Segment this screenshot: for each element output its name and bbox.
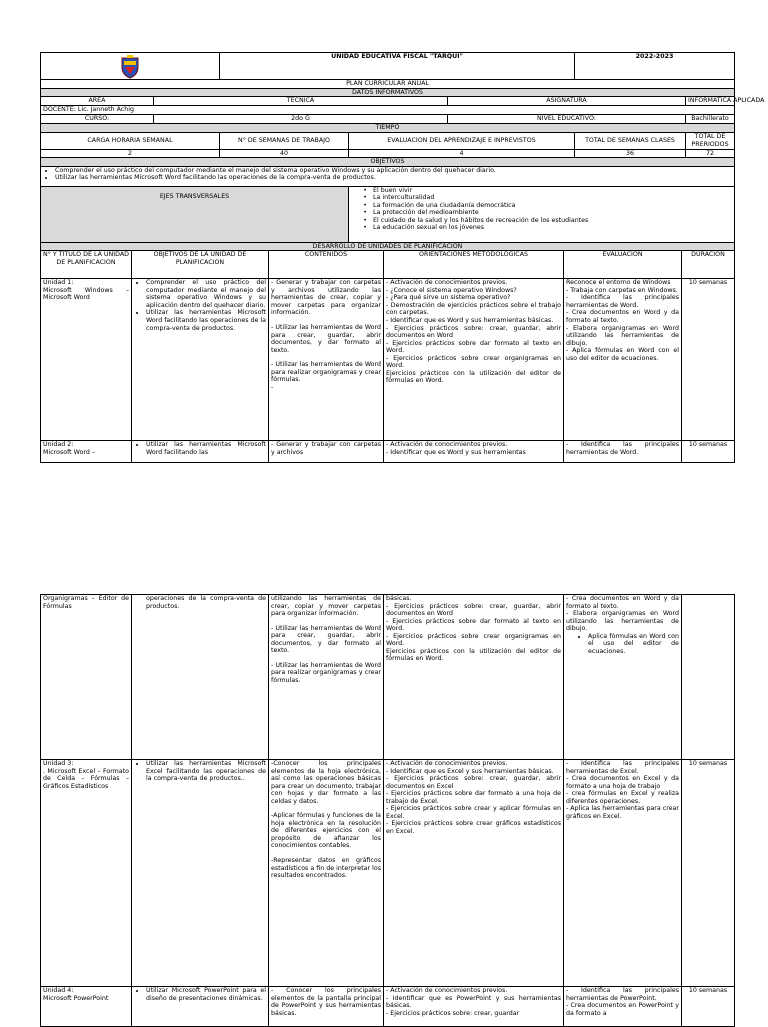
- ejes-list: [351, 187, 732, 232]
- unit4-contents: - Conocer los principales elementos de la pantalla principal de PowerPoint y sus herramientas básicas.: [269, 987, 384, 1027]
- unit1-methods: - Activación de conocimientos previos. - ¿Conoce el sistema operativo Windows? - ¿Para qué sirve un sistema operativo? - Demostración de ejercicios prácticos sobre el trabajo con carpetas. - Identificar que es Word y sus herramientas básicas. - Ejercicios prácticos sobre: crear, guardar, abrir documentos en Word - Ejercicios prácticos sobre dar formato al texto en Word. - Ejercicios prácticos sobre crear organigramas en Word. Ejercicios prácticos con la utilización del editor de fórmulas en Word.: [384, 279, 564, 441]
- unit1-objectives-cell: [132, 279, 269, 441]
- area-label: AREA: [41, 97, 154, 106]
- objetivos-list-cell: [41, 166, 735, 186]
- asignatura-value: INFORMÁTICA APLICADA: [686, 97, 735, 106]
- unit2-methods-part1: - Activación de conocimientos previos. - Identificar que es Word y sus herramientas: [384, 441, 564, 463]
- unit4-methods: - Activación de conocimientos previos. - Identificar que es PowerPoint y sus herramientas básicas. - Ejercicios prácticos sobre: crear, guardar: [384, 987, 564, 1027]
- desarrollo-heading: DESARROLLO DE UNIDADES DE PLANIFICACION: [41, 242, 735, 251]
- unit2-objective-part2: operaciones de la compra-venta de productos.: [132, 595, 269, 760]
- content-paragraph: - Utilizar las herramientas de Word para crear, guardar, abrir documentos, y dar formato al texto.: [271, 324, 381, 354]
- unit3-title: Unidad 3: . Microsoft Excel – Formato de Celda – Fórmulas – Gráficos Estadísticos: [41, 760, 132, 987]
- unit4-title: Unidad 4: Microsoft PowerPoint: [41, 987, 132, 1027]
- docente: DOCENTE: Lic. Janneth Achig: [41, 106, 735, 115]
- unit2-contents-cell: [269, 595, 384, 760]
- asignatura-label: ASIGNATURA: [448, 97, 686, 106]
- units-header: N° Y TITULO DE LA UNIDAD DE PLANIFICACION: [41, 251, 132, 279]
- unit2-methods-part2: básicas. - Ejercicios prácticos sobre: crear, guardar, abrir documentos en Word - Ejercicios prácticos sobre dar formato al texto en Word. - Ejercicios prácticos sobre crear organigramas en Word. Ejercicios prácticos con la utilización del editor de fórmulas en Word.: [384, 595, 564, 760]
- list-item: • Utilizar las herramientas Microsoft Word facilitando las operaciones de la compra-venta de productos.: [146, 309, 266, 332]
- unit2-objective-cell: [132, 441, 269, 463]
- tiempo-header: CARGA HORARIA SEMANAL: [41, 132, 220, 149]
- tiempo-value: 72: [686, 149, 735, 158]
- unit4-evaluation: - Identifica las principales herramientas de PowerPoint. - Crea documentos en PowerPoint y da formato a: [564, 987, 682, 1027]
- page-2: [40, 594, 734, 1027]
- datos-informativos-heading: DATOS INFORMATIVOS: [41, 88, 735, 97]
- list-item: • Aplica fórmulas en Word con el uso del editor de ecuaciones.: [588, 633, 679, 656]
- nivel-value: Bachillerato: [686, 115, 735, 124]
- list-item: • Comprender el uso práctico del computador mediante el manejo del sistema operativo Windows y su aplicación dentro del quehacer diario.: [146, 279, 266, 309]
- unit3-contents-cell: [269, 760, 384, 987]
- unit3-duration: 10 semanas: [682, 760, 735, 987]
- units-header: EVALUACION: [564, 251, 682, 279]
- unit1-title: Unidad 1: Microsoft Windows – Microsoft Word: [41, 279, 132, 441]
- unit2-contents-part1: - Generar y trabajar con carpetas y archivos: [269, 441, 384, 463]
- objetivos-list: [43, 167, 732, 182]
- school-year: 2022-2023: [575, 53, 735, 80]
- ejes-label: EJES TRANSVERSALES: [41, 186, 349, 242]
- tiempo-header: TOTAL DE SEMANAS CLASES: [575, 132, 686, 149]
- unit2-evaluation-cell: [564, 595, 682, 760]
- list-item: • La interculturalidad: [363, 194, 435, 202]
- ejes-list-cell: [349, 186, 735, 242]
- list-item: • Utilizar Microsoft PowerPoint para el diseño de presentaciones dinámicas.: [146, 987, 266, 1002]
- units-header: OBJETIVOS DE LA UNIDAD DE PLANIFICACION: [132, 251, 269, 279]
- empty-cell: [682, 595, 735, 760]
- list-item: • El buen vivir: [363, 186, 413, 194]
- content-paragraph: - Utilizar las herramientas de Word para realizar organigramas y crear fórmulas.: [271, 661, 381, 684]
- plan-title: PLAN CURRICULAR ANUAL: [41, 80, 735, 89]
- content-paragraph: - Generar y trabajar con carpetas y archivos utilizando las herramientas de crear, copiar y mover carpetas para organizar información.: [271, 279, 381, 317]
- list-item: • Utilizar las herramientas Microsoft Excel facilitando las operaciones de la compra-venta de productos..: [146, 760, 266, 783]
- school-name: UNIDAD EDUCATIVA FISCAL "TARQUI": [220, 53, 575, 80]
- tiempo-heading: TIEMPO: [41, 124, 735, 133]
- content-paragraph: -Representar datos en gráficos estadísticos a fin de interpretar los resultados encontrados.: [271, 857, 381, 880]
- unit3-objective-cell: [132, 760, 269, 987]
- plan-table-page-1: [40, 52, 765, 251]
- unit1-contents-cell: [269, 279, 384, 441]
- list-item: • La educación sexual en los jóvenes: [363, 224, 485, 232]
- list-item: • Utilizar las herramientas Microsoft Word facilitando las: [146, 441, 266, 456]
- tiempo-value: 36: [575, 149, 686, 158]
- unit1-evaluation: Reconoce el entorno de Windows - Trabaja con carpetas en Windows. - Identifica las principales herramientas de Word. - Crea documentos en Word y da formato al texto. - Elabora organigramas en Word utilizando las herramientas de dibujo. - Aplica fórmulas en Word con el uso del editor de ecuaciones.: [564, 279, 682, 441]
- content-paragraph: utilizando las herramientas de crear, copiar y mover carpetas para organizar información.: [271, 595, 381, 618]
- unit4-objective-cell: [132, 987, 269, 1027]
- units-header: CONTENIDOS: [269, 251, 384, 279]
- list-item: • El cuidado de la salud y los hábitos de recreación de los estudiantes: [363, 216, 589, 224]
- unit3-evaluation: - Identifica las principales herramientas de Excel. - Crea documentos en Excel y da formato a una hoja de trabajo - crea fórmulas en Excel y realiza diferentes operaciones. - Aplica las herramientas para crear gráficos en Excel.: [564, 760, 682, 987]
- units-header: ORIENTACIONES METODOLOGICAS: [384, 251, 564, 279]
- unit2-title-part1: Unidad 2: Microsoft Word –: [41, 441, 132, 463]
- objetivos-heading: OBJETIVOS: [41, 158, 735, 167]
- school-shield-icon: [120, 55, 140, 79]
- tiempo-header: TOTAL DE PRERIODOS: [686, 132, 735, 149]
- logo-cell: [41, 53, 220, 80]
- list-item: • Comprender el uso práctico del computador mediante el manejo del sistema operativo Windows y su aplicación dentro del quehacer diario.: [55, 167, 732, 175]
- unit3-methods: - Activación de conocimientos previos. - Identificar que es Excel y sus herramientas básicas. - Ejercicios prácticos sobre: crear, guardar, abrir documentos en Excel - Ejercicios prácticos sobre dar formato a una hoja de trabajo de Excel. - Ejercicios prácticos sobre crear y aplicar fórmulas en Excel. - Ejercicios prácticos sobre crear gráficos estadísticos en Excel.: [384, 760, 564, 987]
- units-header: DURACION: [682, 251, 735, 279]
- content-paragraph: -Conocer los principales elementos de la hoja electrónica, así como las operaciones básicas para crear un documento, trabajar con hojas y dar formato a las celdas y datos.: [271, 760, 381, 805]
- curso-value: 2do G: [154, 115, 448, 124]
- unit2-duration: 10 semanas: [682, 441, 735, 463]
- page-1: [40, 52, 765, 463]
- unit1-duration: 10 semanas: [682, 279, 735, 441]
- nivel-label: NIVEL EDUCATIVO:: [448, 115, 686, 124]
- tiempo-header: EVALUACION DEL APRENDIZAJE E INPREVISTOS: [349, 132, 575, 149]
- tiempo-value: 40: [220, 149, 349, 158]
- unit4-duration: 10 semanas: [682, 987, 735, 1027]
- unit2-evaluation-part2: - Crea documentos en Word y da formato al texto. - Elabora organigramas en Word utilizando las herramientas de dibujo.: [566, 595, 679, 633]
- tiempo-value: 4: [349, 149, 575, 158]
- unit2-title-part2: Organigramas – Editor de Fórmulas: [41, 595, 132, 760]
- content-paragraph: -Aplicar fórmulas y funciones de la hoja electrónica en la resolución de diferentes ejercicios con el propósito de afianzar los conocimientos contables.: [271, 812, 381, 850]
- content-paragraph: - Utilizar las herramientas de Word para realizar organigramas y crear fórmulas. -: [271, 361, 381, 391]
- units-table-page-2: [40, 594, 735, 1027]
- list-item: • Utilizar las herramientas Microsoft Word facilitando las operaciones de la compra-venta de productos.: [55, 174, 732, 182]
- list-item: • La formación de una ciudadanía democrática: [363, 201, 516, 209]
- tiempo-header: N° DE SEMANAS DE TRABAJO: [220, 132, 349, 149]
- units-table-page-1: [40, 250, 735, 463]
- tiempo-value: 2: [41, 149, 220, 158]
- curso-label: CURSO:: [41, 115, 154, 124]
- content-paragraph: - Utilizar las herramientas de Word para crear, guardar, abrir documentos, y dar formato al texto.: [271, 624, 381, 655]
- list-item: • La protección del medioambiente: [363, 209, 479, 217]
- unit2-evaluation-part1: - Identifica las principales herramientas de Word.: [564, 441, 682, 463]
- area-value: TÉCNICA: [154, 97, 448, 106]
